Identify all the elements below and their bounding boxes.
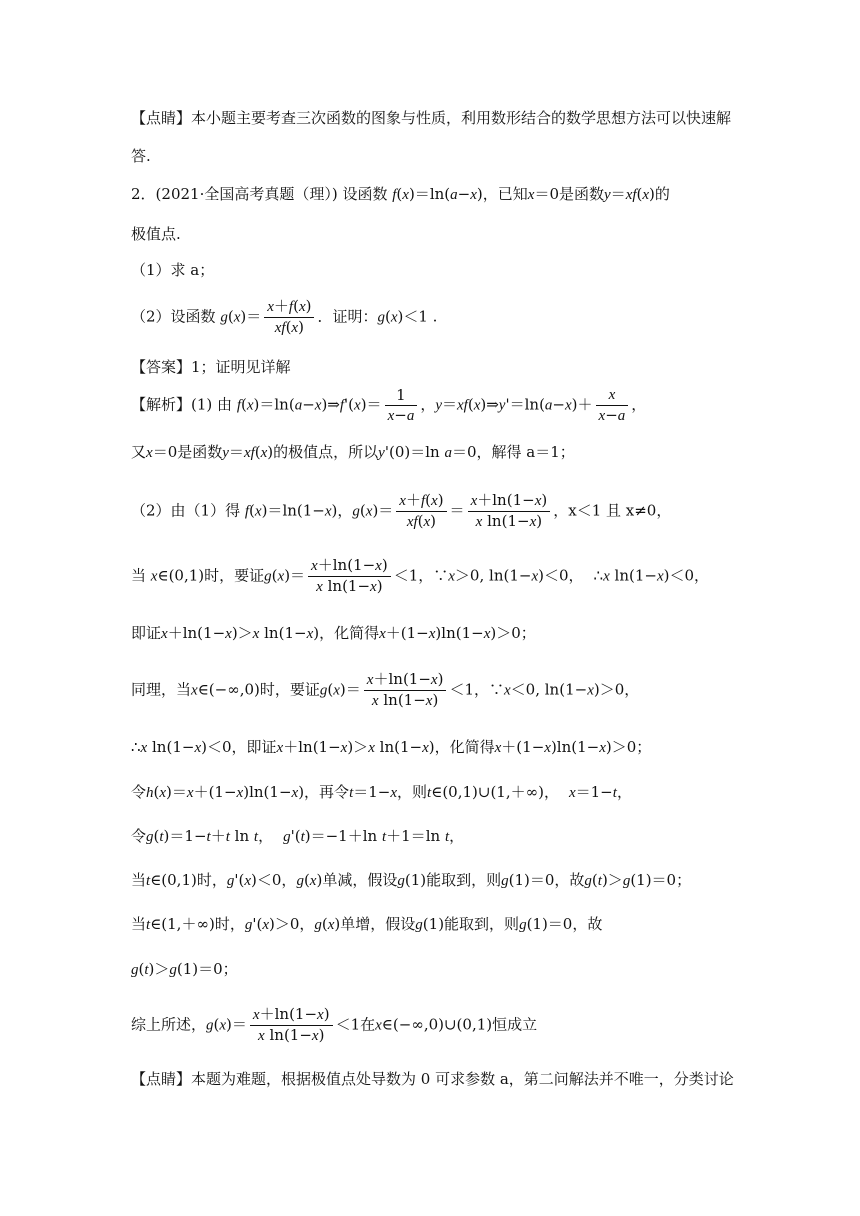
increasing-case-cont: g(t)＞g(1)＝0； [131,960,238,978]
solution-part-2: （2）由（1）得 f(x)＝ln(1−x)，g(x)＝ $\frac{x+f(x)}{xf(x)}$ ＝ $\frac{x+\ln(1-x)}{\text{x ln(1−x)}}$ ，x＜1 且 x≠0， [131,491,672,530]
comment-1-cont: 答. [131,147,151,165]
question-2: 2．(2021·全国高考真题（理）) 设函数 f(x)＝ln(a−x)，已知x＝0是函数y＝xf(x)的 [131,185,670,203]
case-2-reduce: ∴x ln(1−x)＜0，即证x＋ln(1−x)＞x ln(1−x)，化简得x＋(1−x)ln(1−x)＞0； [131,738,652,756]
question-2-cont: 极值点. [131,225,181,243]
case-1: 当 x∈(0,1)时，要证g(x)＝ $\frac{x+\ln(1-x)}{\text{x ln(1−x)}}$ ＜1，∵x＞0, ln(1−x)＜0， ∴x ln(1−x)＜0， [131,556,710,595]
comment-2: 【点睛】本题为难题，根据极值点处导数为 0 可求参数 a，第二问解法并不唯一，分类讨论 [131,1070,734,1088]
case-1-reduce: 即证x＋ln(1−x)＞x ln(1−x)，化简得x＋(1−x)ln(1−x)＞0； [131,624,536,642]
answer: 【答案】1；证明见详解 [131,358,291,376]
summary: 综上所述，g(x)＝ $\frac{x+\ln(1-x)}{\text{x ln(1−x)}}$ ＜1在x∈(−∞,0)∪(0,1)恒成立 [131,1005,538,1044]
solution-line-1: 【解析】(1) 由 f(x)＝ln(a−x)⇒f'(x)＝ $\frac{1}{x-a}$ ，y＝xf(x)⇒y'＝ln(a−x)＋ $\frac{x}{x-a}$ ， [131,385,647,424]
question-2-part-1: （1）求 a； [131,261,215,279]
define-g: 令g(t)＝1−t＋t ln t， g'(t)＝−1＋ln t＋1＝ln t， [131,827,465,845]
solution-line-2: 又x＝0是函数y＝xf(x)的极值点，所以y'(0)＝ln a＝0，解得 a＝1； [131,443,575,461]
increasing-case: 当t∈(1,＋∞)时，g'(x)＞0，g(x)单增，假设g(1)能取到，则g(1)＝0，故 [131,915,603,933]
decreasing-case: 当t∈(0,1)时，g'(x)＜0，g(x)单减，假设g(1)能取到，则g(1)＝0，故g(t)＞g(1)＝0； [131,871,692,889]
question-2-part-2: （2）设函数 g(x)＝ $\frac{x+f(x)}{xf(x)}$ ．证明：g(x)＜1 . [131,297,438,336]
define-h: 令h(x)＝x＋(1−x)ln(1−x)，再令t＝1−x，则t∈(0,1)∪(1,＋∞)， x＝1−t， [131,783,632,801]
case-2: 同理，当x∈(−∞,0)时，要证g(x)＝ $\frac{x+\ln(1-x)}{\text{x ln(1−x)}}$ ＜1，∵x＜0, ln(1−x)＞0， [131,670,640,709]
comment-1: 【点睛】本小题主要考查三次函数的图象与性质，利用数形结合的数学思想方法可以快速解 [131,109,732,127]
